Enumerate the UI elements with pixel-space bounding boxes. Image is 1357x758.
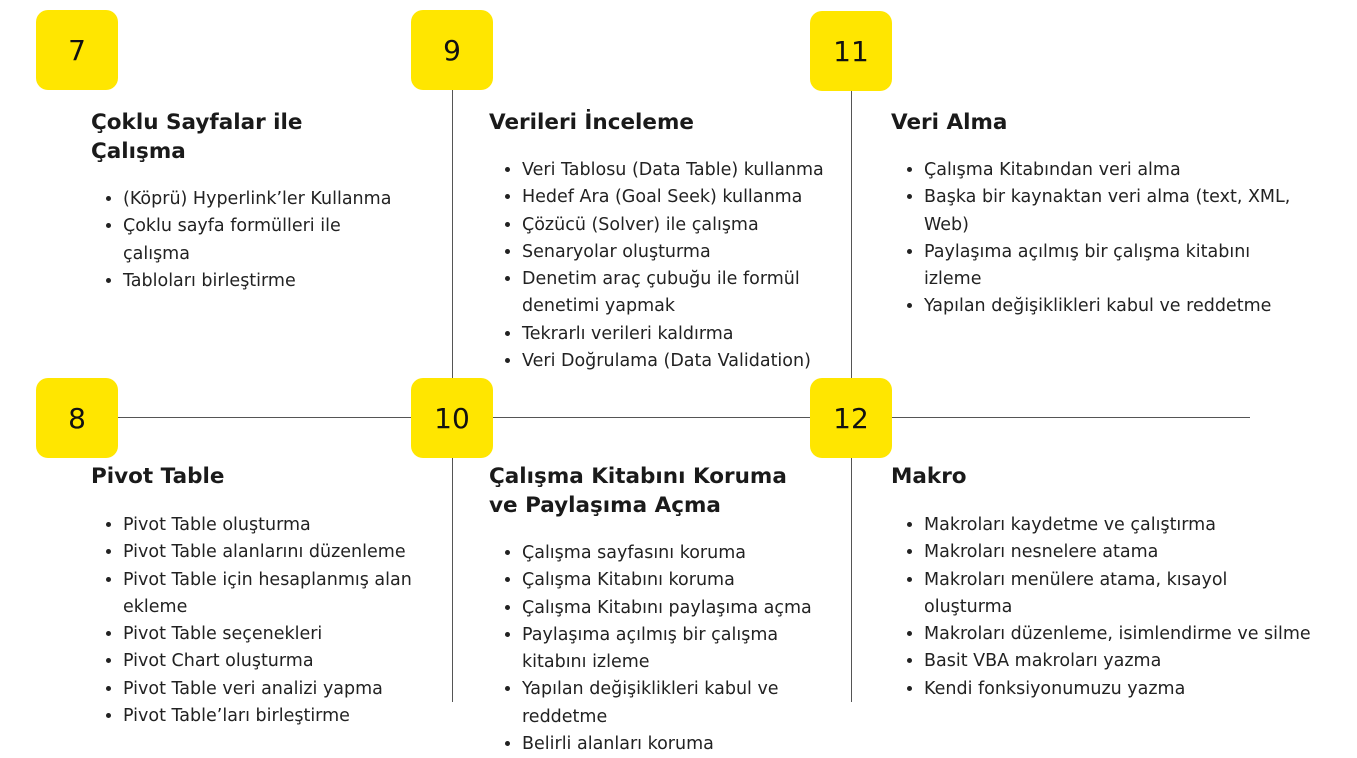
list-item: • Veri Tablosu (Data Table) kullanma xyxy=(522,157,874,184)
module-title: Çalışma Kitabını Koruma ve Paylaşıma Açma xyxy=(489,464,787,518)
module-title: Veri Alma xyxy=(891,110,1008,135)
module-title: Pivot Table xyxy=(91,464,225,489)
module-number-badge: 11 xyxy=(810,11,892,91)
module-topic-list xyxy=(91,512,463,730)
list-item: • Çözücü (Solver) ile çalışma xyxy=(522,212,874,239)
list-item: • Hedef Ara (Goal Seek) kullanma xyxy=(522,184,874,211)
list-item: • Pivot Table alanlarını düzenleme xyxy=(123,539,463,566)
module-number-badge: 9 xyxy=(411,10,493,90)
module-number-badge: 12 xyxy=(810,378,892,458)
list-item: • Çalışma Kitabından veri alma xyxy=(924,157,1344,184)
module-topic-list xyxy=(892,512,1357,703)
list-item: • Makroları kaydetme ve çalıştırma xyxy=(924,512,1357,539)
timeline-horizontal-line xyxy=(118,417,1250,418)
module-number-badge: 10 xyxy=(411,378,493,458)
list-item: • Makroları menülere atama, kısayol oluşturma xyxy=(924,567,1357,622)
module-topic-list xyxy=(892,157,1344,321)
list-item: • Kendi fonksiyonumuzu yazma xyxy=(924,676,1357,703)
list-item: • Yapılan değişiklikleri kabul ve reddetme xyxy=(924,293,1344,320)
module-number-badge: 8 xyxy=(36,378,118,458)
list-item: • Paylaşıma açılmış bir çalışma kitabını izleme xyxy=(522,622,842,677)
list-item: • Çalışma sayfasını koruma xyxy=(522,540,842,567)
list-item: • Pivot Table oluşturma xyxy=(123,512,463,539)
list-item: • Yapılan değişiklikleri kabul ve reddetme xyxy=(522,676,842,731)
list-item: • Pivot Table için hesaplanmış alan ekleme xyxy=(123,567,463,622)
module-title: Makro xyxy=(891,464,967,489)
list-item: • (Köprü) Hyperlink’ler Kullanma xyxy=(123,186,423,213)
list-item: • Çalışma Kitabını koruma xyxy=(522,567,842,594)
list-item: • Belirli alanları koruma xyxy=(522,731,842,758)
list-item: • Veri Doğrulama (Data Validation) xyxy=(522,348,874,375)
list-item: • Tabloları birleştirme xyxy=(123,268,423,295)
module-title: Çoklu Sayfalar ile Çalışma xyxy=(91,110,303,164)
module-topic-list xyxy=(91,186,423,295)
module-title: Verileri İnceleme xyxy=(489,110,694,135)
list-item: • Tekrarlı verileri kaldırma xyxy=(522,321,874,348)
list-item: • Pivot Table seçenekleri xyxy=(123,621,463,648)
module-topic-list xyxy=(490,540,842,758)
list-item: • Paylaşıma açılmış bir çalışma kitabını izleme xyxy=(924,239,1344,294)
list-item: • Denetim araç çubuğu ile formül denetimi yapmak xyxy=(522,266,874,321)
list-item: • Çalışma Kitabını paylaşıma açma xyxy=(522,595,842,622)
list-item: • Pivot Chart oluşturma xyxy=(123,648,463,675)
list-item: • Makroları düzenleme, isimlendirme ve silme xyxy=(924,621,1357,648)
module-number-badge: 7 xyxy=(36,10,118,90)
list-item: • Başka bir kaynaktan veri alma (text, XML, Web) xyxy=(924,184,1344,239)
list-item: • Senaryolar oluşturma xyxy=(522,239,874,266)
list-item: • Basit VBA makroları yazma xyxy=(924,648,1357,675)
list-item: • Çoklu sayfa formülleri ile çalışma xyxy=(123,213,423,268)
list-item: • Pivot Table veri analizi yapma xyxy=(123,676,463,703)
list-item: • Pivot Table’ları birleştirme xyxy=(123,703,463,730)
list-item: • Makroları nesnelere atama xyxy=(924,539,1357,566)
module-topic-list xyxy=(490,157,874,375)
